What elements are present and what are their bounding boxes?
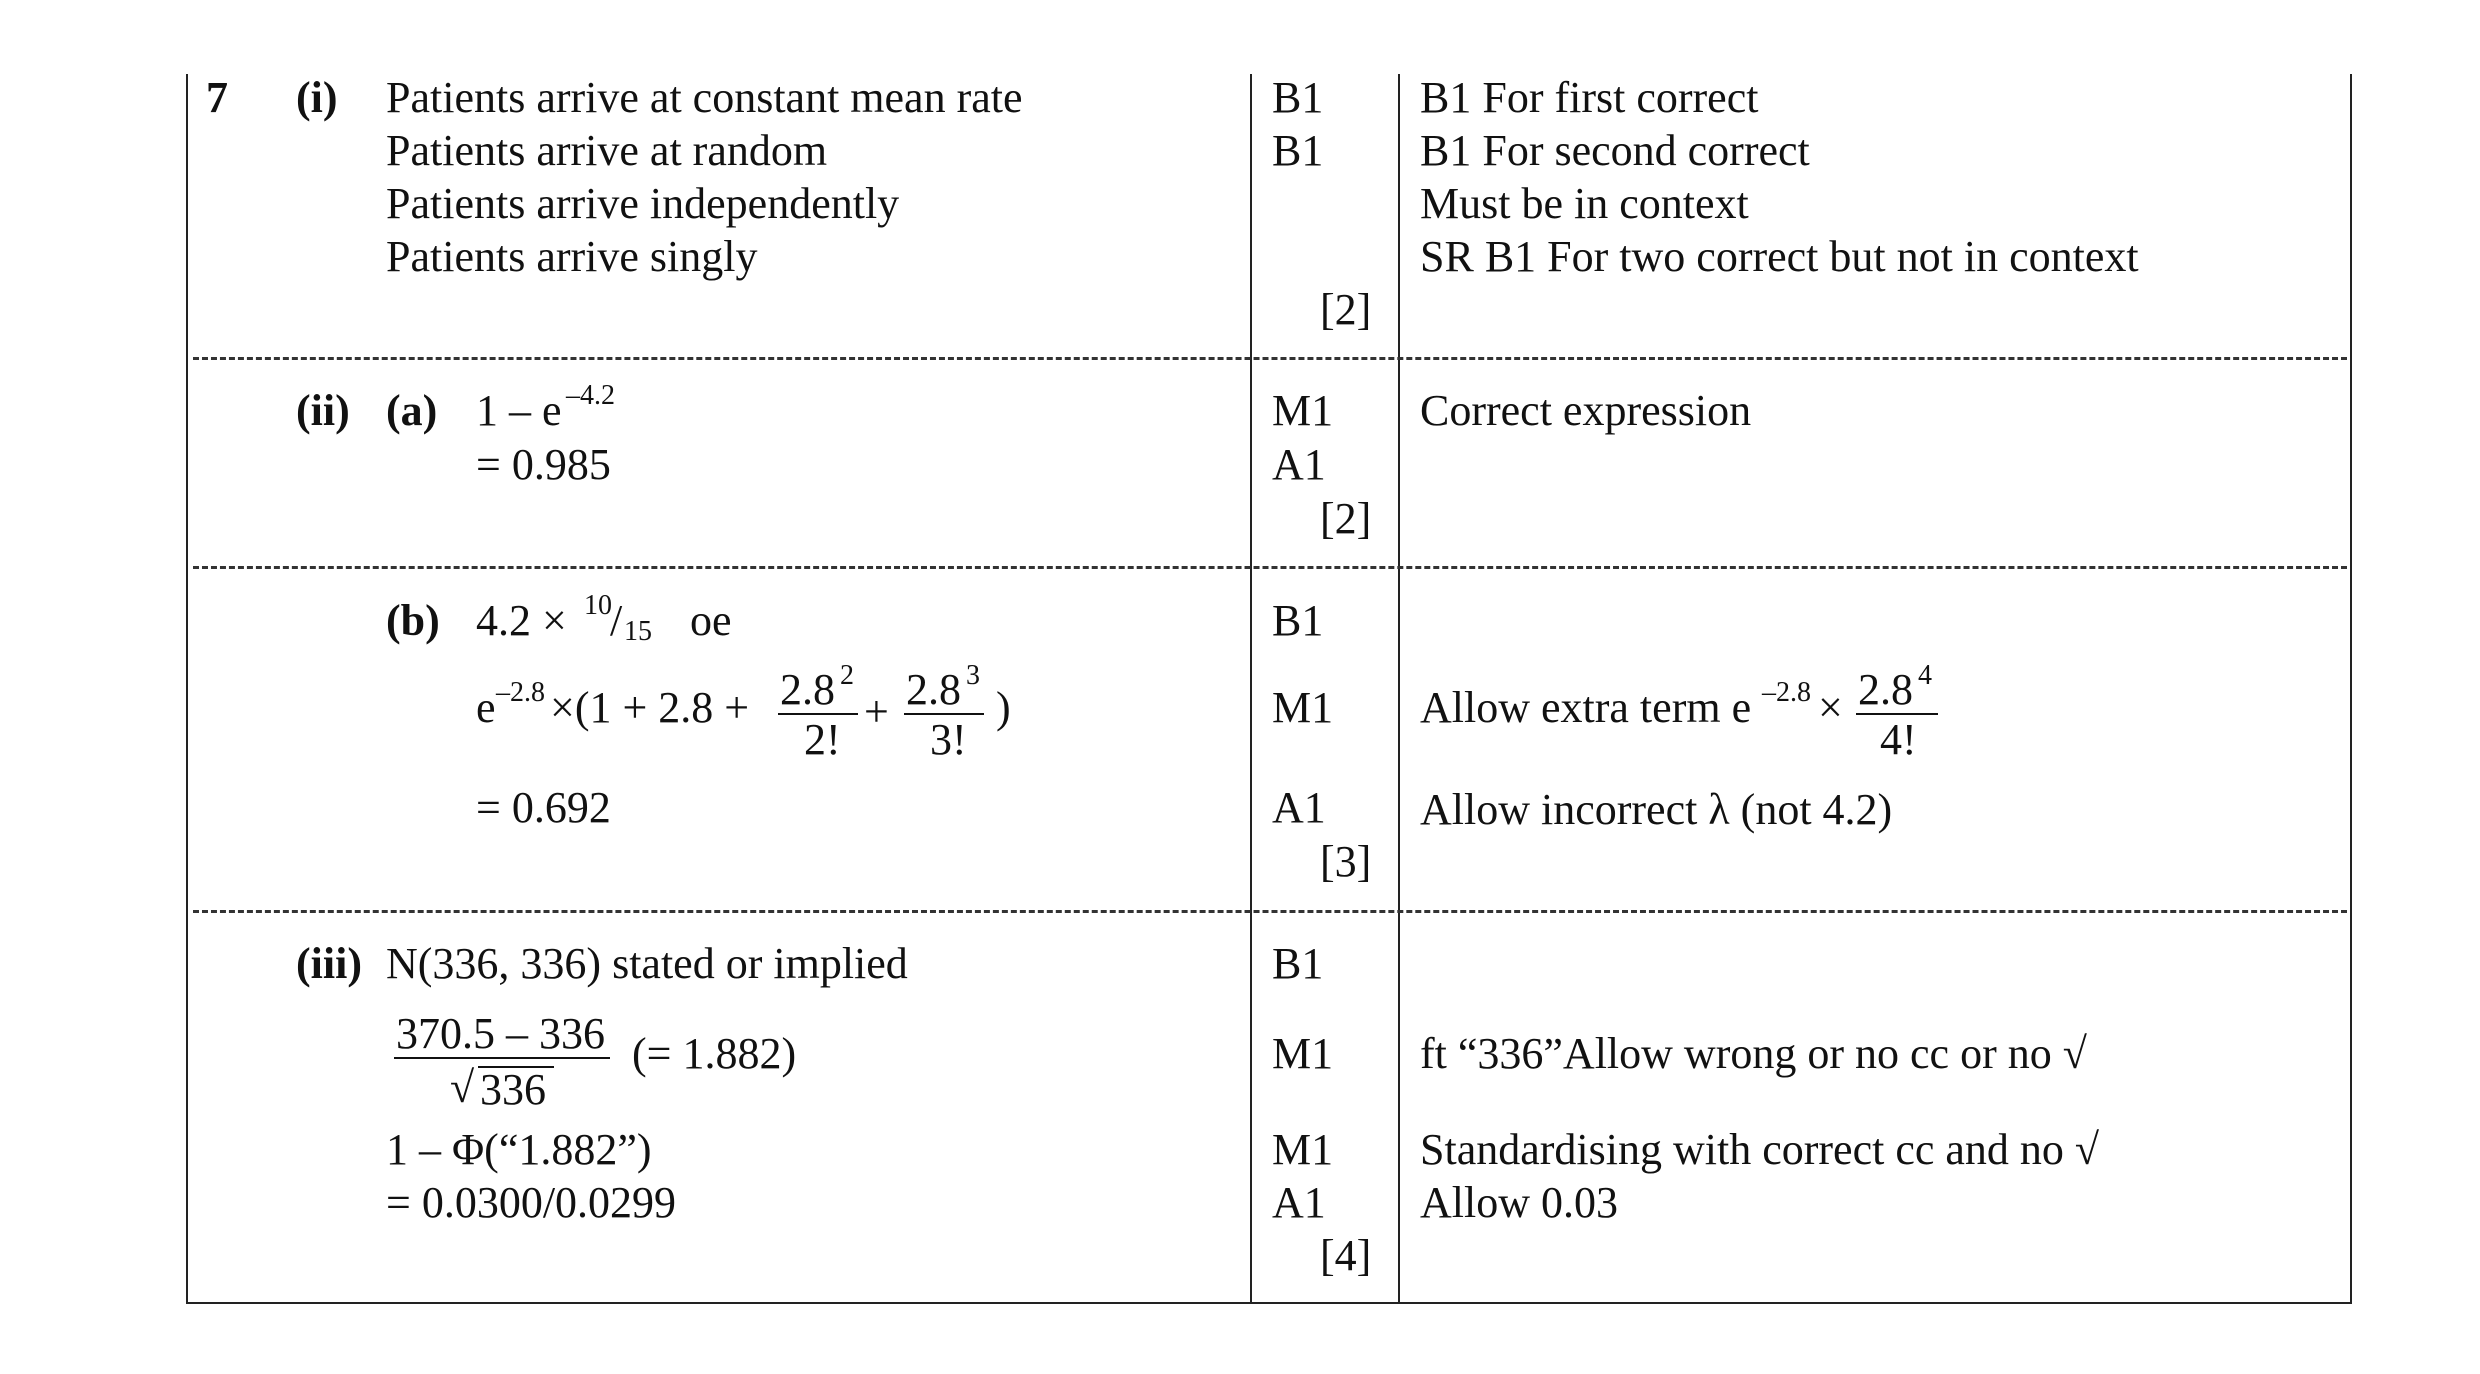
fraction1-denominator: 2!: [804, 715, 841, 764]
fraction2-power: 3: [966, 660, 980, 691]
fraction2-numerator: 2.8: [906, 665, 961, 714]
part-i-label: (i): [296, 73, 338, 122]
row-divider-1: [193, 357, 2347, 360]
mark: B1: [1272, 939, 1324, 988]
plus-sign: +: [864, 687, 889, 736]
mark: A1: [1272, 783, 1326, 832]
column-divider-guidance: [1398, 74, 1400, 1304]
column-divider-marks: [1250, 74, 1252, 1304]
z-value: (= 1.882): [632, 1029, 797, 1078]
answer-line: N(336, 336) stated or implied: [386, 939, 908, 988]
z-fraction-denominator: 336: [480, 1065, 546, 1114]
guidance-extra-exponent: –2.8: [1762, 677, 1811, 708]
guidance-line: ft “336”Allow wrong or no cc or no √: [1420, 1029, 2087, 1078]
answer-line: Patients arrive at constant mean rate: [386, 73, 1023, 122]
guidance-fraction-numerator: 2.8: [1858, 665, 1913, 714]
guidance-line: Allow incorrect λ (not 4.2): [1420, 785, 1893, 834]
mark-total: [3]: [1320, 837, 1372, 886]
result: = 0.692: [476, 783, 611, 832]
rate-numerator: 10: [584, 590, 612, 621]
part-a-label: (a): [386, 386, 438, 435]
mark-total: [2]: [1320, 285, 1372, 334]
guidance-line: B1 For first correct: [1420, 73, 1759, 122]
mark: M1: [1272, 386, 1334, 435]
guidance-line: Standardising with correct cc and no √: [1420, 1125, 2100, 1174]
mark: M1: [1272, 1125, 1334, 1174]
poisson-series: ×(1 + 2.8 +: [550, 683, 750, 732]
mark: B1: [1272, 126, 1324, 175]
mark-total: [2]: [1320, 494, 1372, 543]
z-fraction-bar: [394, 1057, 610, 1059]
guidance-fraction-power: 4: [1918, 660, 1932, 691]
mark-total: [4]: [1320, 1231, 1372, 1280]
fraction2-denominator: 3!: [930, 715, 967, 764]
rate-expression: 4.2 ×: [476, 596, 567, 645]
part-b-label: (b): [386, 596, 440, 645]
close-bracket: ): [996, 683, 1011, 732]
question-number: 7: [206, 73, 228, 122]
answer-line: Patients arrive singly: [386, 232, 758, 281]
fraction1-power: 2: [840, 660, 854, 691]
guidance-extra-term: Allow extra term e: [1420, 683, 1752, 732]
poisson-e: e: [476, 683, 496, 732]
part-ii-label: (ii): [296, 386, 350, 435]
mark: B1: [1272, 73, 1324, 122]
mark: M1: [1272, 683, 1334, 732]
guidance-line: SR B1 For two correct but not in context: [1420, 232, 2139, 281]
z-fraction-numerator: 370.5 – 336: [396, 1009, 605, 1058]
rate-denominator: 15: [624, 616, 652, 647]
poisson-exponent: –2.8: [496, 677, 545, 708]
row-divider-3: [193, 910, 2347, 913]
mark: A1: [1272, 440, 1326, 489]
guidance-line: Must be in context: [1420, 179, 1749, 228]
answer-line: 1 – Φ(“1.882”): [386, 1125, 652, 1174]
row-divider-2: [193, 566, 2347, 569]
expression-exponent: –4.2: [566, 380, 615, 411]
guidance-line: B1 For second correct: [1420, 126, 1810, 175]
answer-line: Patients arrive independently: [386, 179, 900, 228]
mark: A1: [1272, 1178, 1326, 1227]
result: = 0.0300/0.0299: [386, 1178, 677, 1227]
guidance-extra-times: ×: [1818, 683, 1843, 732]
guidance-fraction-denominator: 4!: [1880, 715, 1917, 764]
answer-line: Patients arrive at random: [386, 126, 828, 175]
mark: B1: [1272, 596, 1324, 645]
guidance-line: Correct expression: [1420, 386, 1752, 435]
z-fraction-root: √: [450, 1063, 475, 1112]
mark: M1: [1272, 1029, 1334, 1078]
result: = 0.985: [476, 440, 611, 489]
part-iii-label: (iii): [296, 939, 362, 988]
rate-oe: oe: [690, 596, 732, 645]
fraction1-numerator: 2.8: [780, 665, 835, 714]
rate-slash: /: [610, 596, 623, 645]
expression-base: 1 – e: [476, 386, 562, 435]
guidance-line: Allow 0.03: [1420, 1178, 1618, 1227]
